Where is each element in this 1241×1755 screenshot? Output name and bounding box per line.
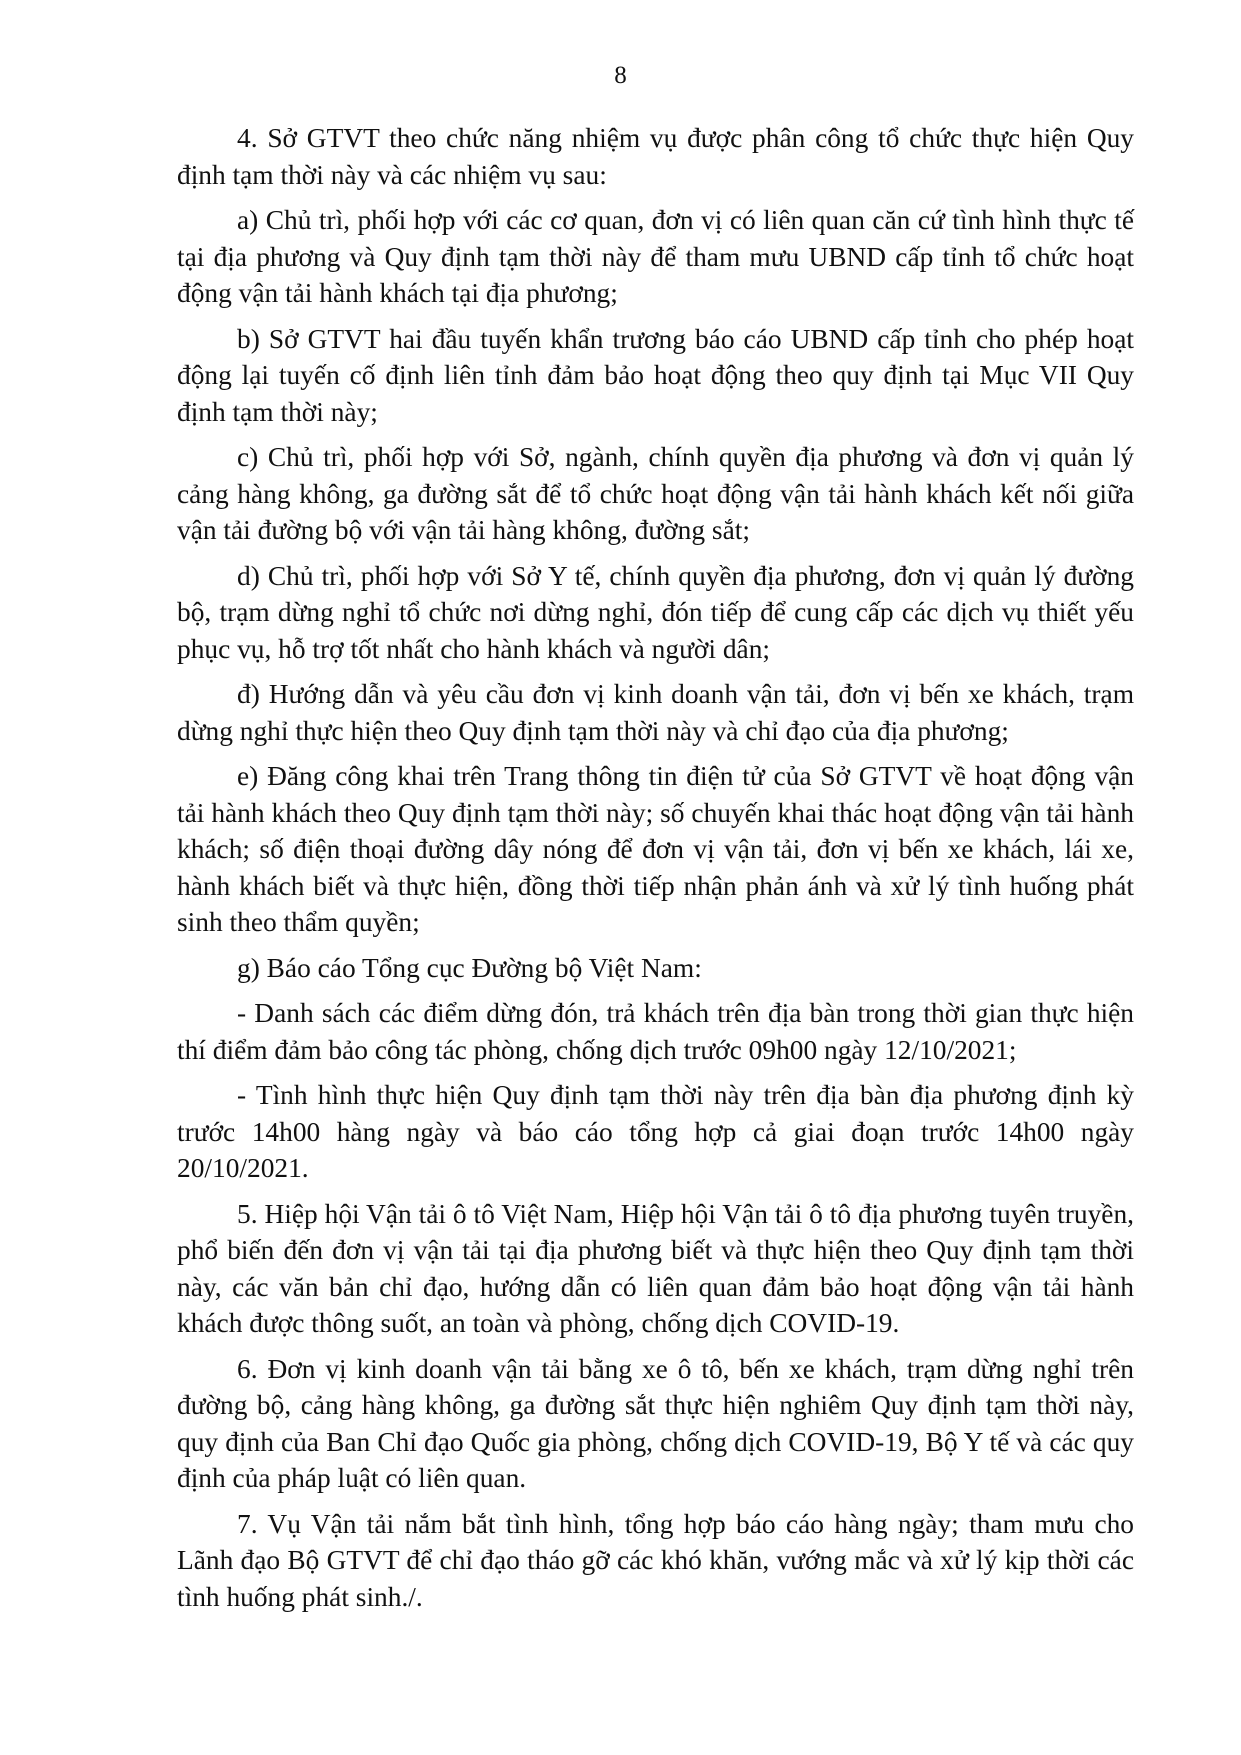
paragraph-4b: b) Sở GTVT hai đầu tuyến khẩn trương báo cáo UBND cấp tỉnh cho phép hoạt động lại tuyến cố định liên tỉnh đảm bảo hoạt động theo quy định tại Mục VII Quy định tạm thời này; <box>177 323 1134 427</box>
bullet-stop-points: - Danh sách các điểm dừng đón, trả khách trên địa bàn trong thời gian thực hiện thí điểm đảm bảo công tác phòng, chống dịch trước 09h00 ngày 12/10/2021; <box>177 998 1134 1065</box>
paragraph-4d: d) Chủ trì, phối hợp với Sở Y tế, chính quyền địa phương, đơn vị quản lý đường bộ, trạm dừng nghỉ tổ chức nơi dừng nghỉ, đón tiếp để cung cấp các dịch vụ thiết yếu phục vụ, hỗ trợ tốt nhất cho hành khách và người dân; <box>177 560 1134 664</box>
paragraph-6: 6. Đơn vị kinh doanh vận tải bằng xe ô tô, bến xe khách, trạm dừng nghỉ trên đường bộ, cảng hàng không, ga đường sắt thực hiện nghiêm Quy định tạm thời này, quy định của Ban Chỉ đạo Quốc gia phòng, chống dịch COVID-19, Bộ Y tế và các quy định của pháp luật có liên quan. <box>177 1353 1134 1493</box>
paragraph-7: 7. Vụ Vận tải nắm bắt tình hình, tổng hợp báo cáo hàng ngày; tham mưu cho Lãnh đạo Bộ GTVT để chỉ đạo tháo gỡ các khó khăn, vướng mắc và xử lý kịp thời các tình huống phát sinh./. <box>177 1508 1134 1612</box>
bullet-implementation-status: - Tình hình thực hiện Quy định tạm thời này trên địa bàn địa phương định kỳ trước 14h00 hàng ngày và báo cáo tổng hợp cả giai đoạn trước 14h00 ngày 20/10/2021. <box>177 1080 1134 1183</box>
paragraph-5: 5. Hiệp hội Vận tải ô tô Việt Nam, Hiệp hội Vận tải ô tô địa phương tuyên truyền, phổ biến đến đơn vị vận tải tại địa phương biết và thực hiện theo Quy định tạm thời này, các văn bản chỉ đạo, hướng dẫn có liên quan đảm bảo hoạt động vận tải hành khách được thông suốt, an toàn và phòng, chống dịch COVID-19. <box>177 1198 1134 1338</box>
paragraph-4g: g) Báo cáo Tổng cục Đường bộ Việt Nam: <box>237 952 702 983</box>
page-number: 8 <box>614 62 627 89</box>
paragraph-4e: e) Đăng công khai trên Trang thông tin điện tử của Sở GTVT về hoạt động vận tải hành khách theo Quy định tạm thời này; số chuyến khai thác hoạt động vận tải hành khách; số điện thoại đường dây nóng để đơn vị vận tải, đơn vị bến xe khách, lái xe, hành khách biết và thực hiện, đồng thời tiếp nhận phản ánh và xử lý tình huống phát sinh theo thẩm quyền; <box>177 761 1134 937</box>
paragraph-4a: a) Chủ trì, phối hợp với các cơ quan, đơn vị có liên quan căn cứ tình hình thực tế tại địa phương và Quy định tạm thời này để tham mưu UBND cấp tỉnh tổ chức hoạt động vận tải hành khách tại địa phương; <box>177 205 1134 308</box>
paragraph-4-intro: 4. Sở GTVT theo chức năng nhiệm vụ được phân công tổ chức thực hiện Quy định tạm thời này và các nhiệm vụ sau: <box>177 123 1134 190</box>
paragraph-4c: c) Chủ trì, phối hợp với Sở, ngành, chính quyền địa phương và đơn vị quản lý cảng hàng không, ga đường sắt để tổ chức hoạt động vận tải hành khách kết nối giữa vận tải đường bộ với vận tải hàng không, đường sắt; <box>177 442 1134 545</box>
document-body <box>177 120 1134 1615</box>
paragraph-4dd: đ) Hướng dẫn và yêu cầu đơn vị kinh doanh vận tải, đơn vị bến xe khách, trạm dừng nghỉ thực hiện theo Quy định tạm thời này và chỉ đạo của địa phương; <box>177 679 1134 746</box>
